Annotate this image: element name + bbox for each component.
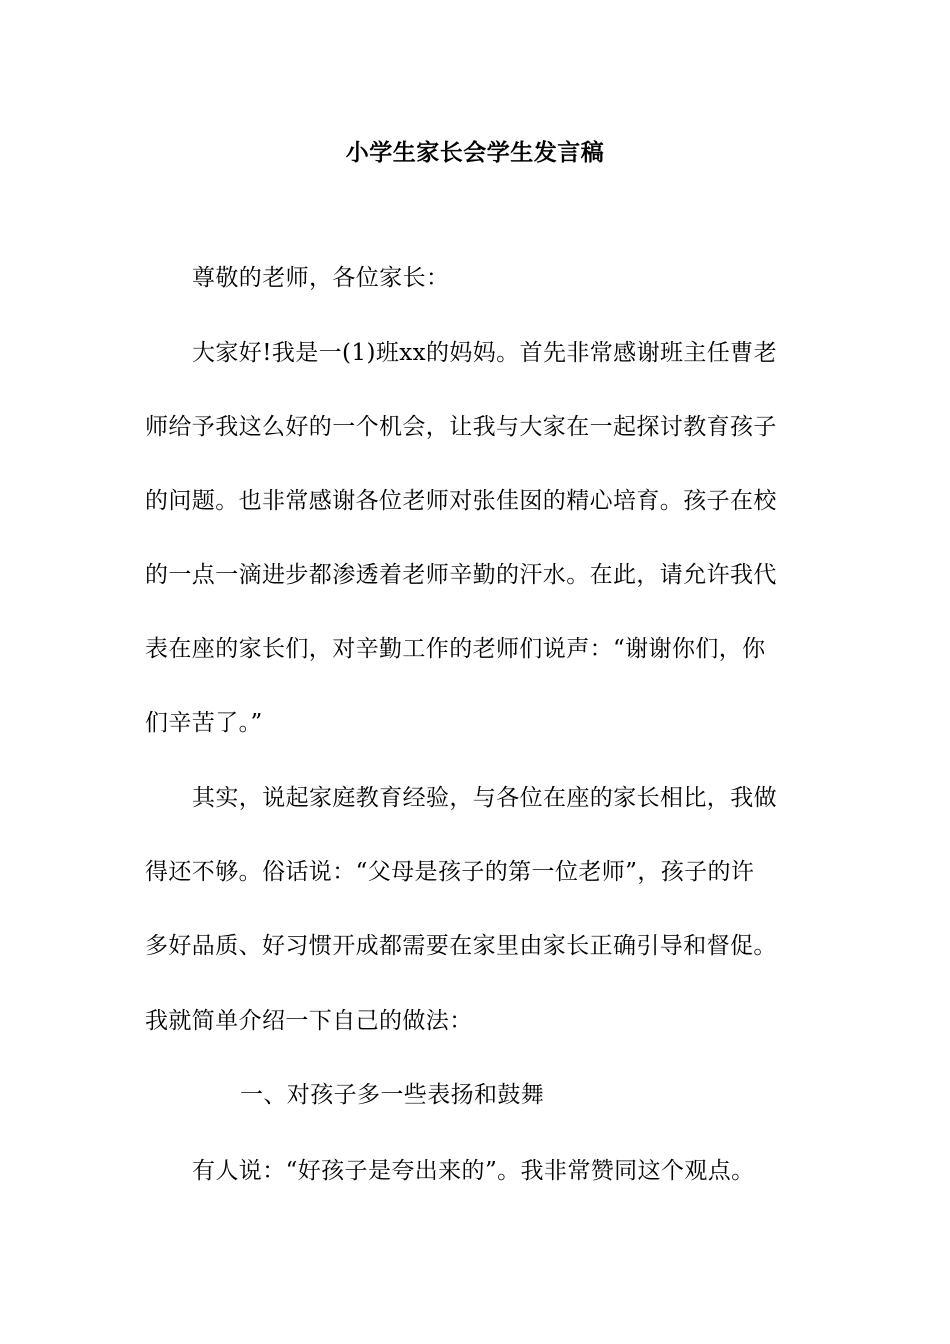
paragraph-line: 表在座的家长们，对辛勤工作的老师们说声：“谢谢你们，你: [145, 636, 766, 662]
paragraph-line: 有人说：“好孩子是夸出来的”。我非常赞同这个观点。: [192, 1158, 755, 1184]
paragraph-line: 的问题。也非常感谢各位老师对张佳囡的精心培育。孩子在校: [145, 488, 777, 514]
paragraph-line: 的一点一滴进步都渗透着老师辛勤的汗水。在此，请允许我代: [145, 562, 777, 588]
paragraph-line: 我就简单介绍一下自己的做法：: [145, 1008, 473, 1034]
paragraph-line: 大家好!我是一(1)班xx的妈妈。首先非常感谢班主任曹老: [192, 340, 777, 366]
paragraph-line: 师给予我这么好的一个机会，让我与大家在一起探讨教育孩子: [145, 414, 777, 440]
paragraph-line: 多好品质、好习惯开成都需要在家里由家长正确引导和督促。: [145, 933, 777, 959]
section-heading: 一、对孩子多一些表扬和鼓舞: [240, 1082, 545, 1108]
paragraph-line: 们辛苦了。”: [145, 710, 263, 736]
document-title: 小学生家长会学生发言稿: [345, 139, 605, 166]
paragraph-line: 其实，说起家庭教育经验，与各位在座的家长相比，我做: [192, 785, 777, 811]
salutation-line: 尊敬的老师，各位家长：: [192, 265, 450, 291]
paragraph-line: 得还不够。俗话说：“父母是孩子的第一位老师”，孩子的许: [145, 859, 755, 885]
